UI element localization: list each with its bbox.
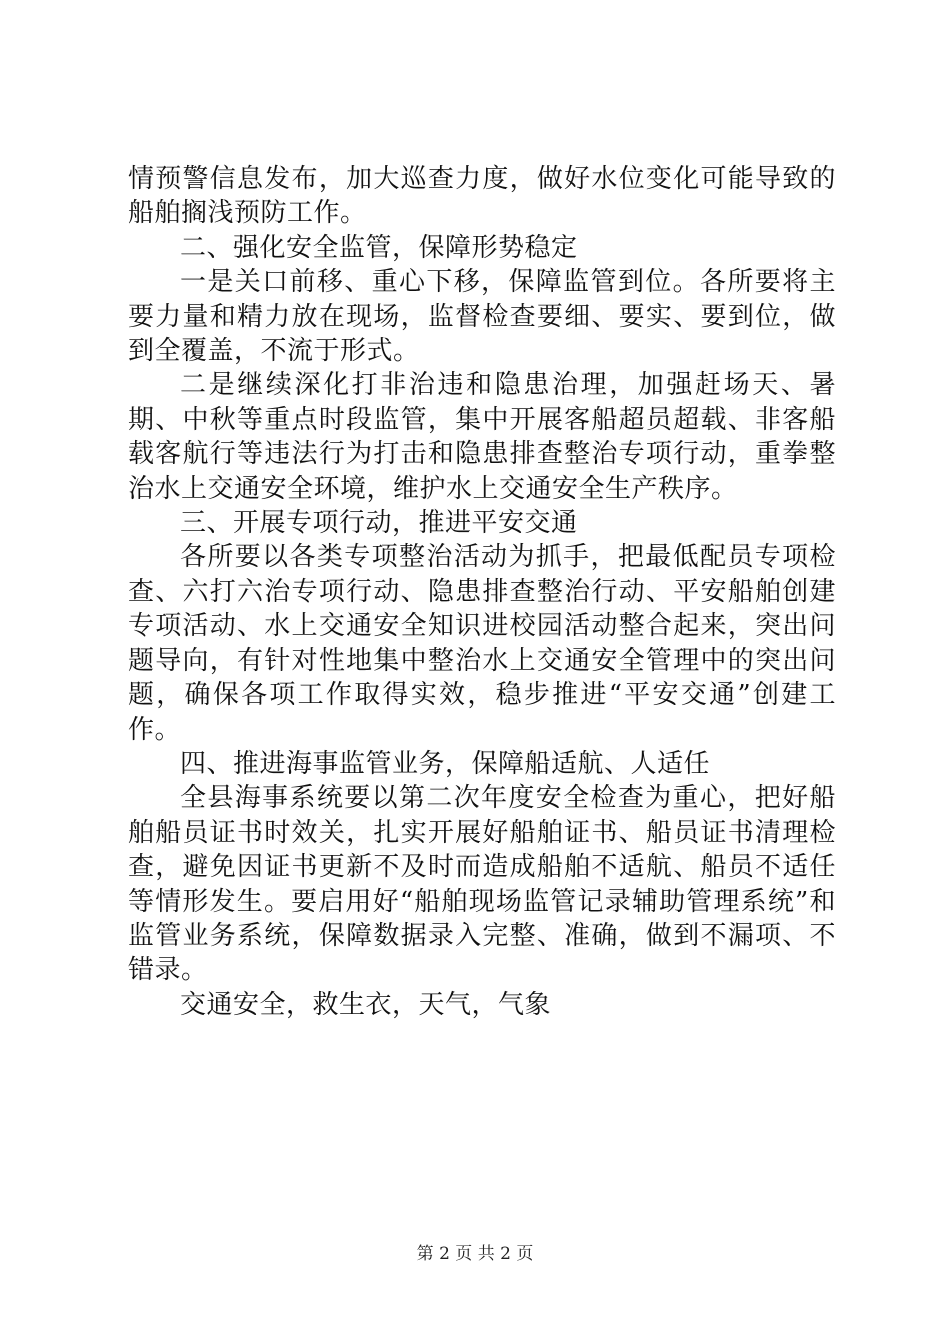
- page-number-footer: 第 2 页 共 2 页: [416, 1244, 534, 1264]
- section-heading-7: 四、推进海事监管业务，保障船适航、人适任: [180, 748, 711, 779]
- paragraph-3: 一是关口前移、重心下移，保障监管到位。各所要将主要力量和精力放在现场，监督检查要细、要实、要到位，做到全覆盖，不流于形式。: [128, 267, 836, 367]
- section-heading-2: 二、强化安全监管，保障形势稳定: [180, 232, 578, 263]
- paragraph-4: 二是继续深化打非治违和隐患治理，加强赶场天、暑期、中秋等重点时段监管，集中开展客船超员超载、非客船载客航行等违法行为打击和隐患排查整治专项行动，重拳整治水上交通安全环境，维护水上交通安全生产秩序。: [128, 370, 836, 504]
- paragraph-1: 情预警信息发布，加大巡查力度，做好水位变化可能导致的船舶搁浅预防工作。: [128, 164, 836, 229]
- keywords-line: 交通安全，救生衣，天气，气象: [180, 989, 552, 1020]
- section-heading-5: 三、开展专项行动，推进平安交通: [180, 508, 578, 539]
- document-body: [128, 162, 836, 1022]
- paragraph-6: 各所要以各类专项整治活动为抓手，把最低配员专项检查、六打六治专项行动、隐患排查整治行动、平安船舶创建专项活动、水上交通安全知识进校园活动整合起来，突出问题导向，有针对性地集中整治水上交通安全管理中的突出问题，确保各项工作取得实效，稳步推进“平安交通”创建工作。: [128, 542, 836, 745]
- paragraph-8: 全县海事系统要以第二次年度安全检查为重心，把好船舶船员证书时效关，扎实开展好船舶证书、船员证书清理检查，避免因证书更新不及时而造成船舶不适航、船员不适任等情形发生。要启用好“船舶现场监管记录辅助管理系统”和监管业务系统，保障数据录入完整、准确，做到不漏项、不错录。: [128, 783, 836, 986]
